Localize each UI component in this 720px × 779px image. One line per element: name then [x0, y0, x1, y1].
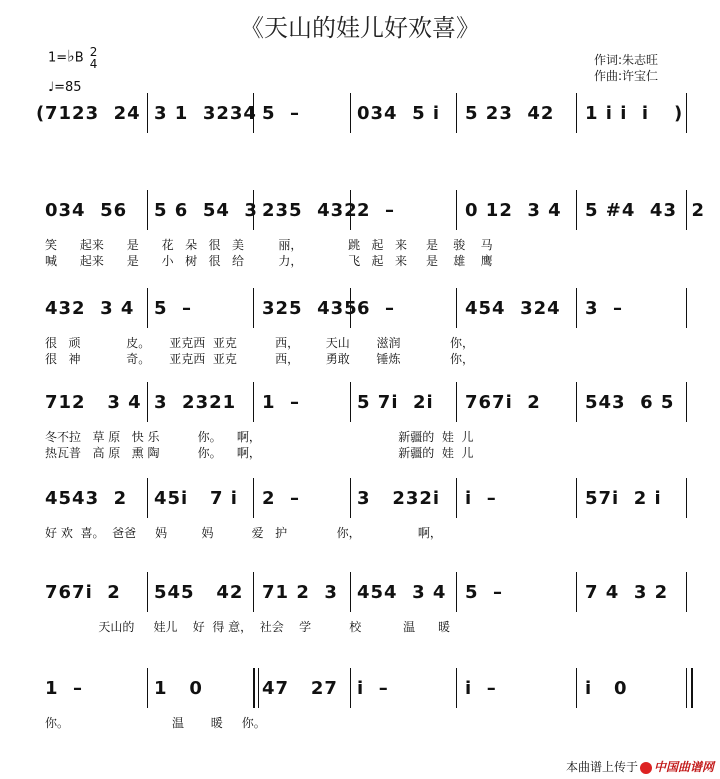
measure: 545 42: [154, 582, 244, 603]
score-system: [0, 582, 720, 662]
measure: 7 4 3 2: [585, 582, 669, 603]
lyrics-verse-1: 很 顽 皮。 亚克西 亚克 西， 天山 滋润 你，: [45, 336, 475, 350]
bar-line: [350, 93, 351, 133]
footer: 本曲谱上传于 中国曲谱网: [565, 760, 714, 774]
score-system: [0, 103, 720, 183]
measure: 5 #4 43 2: [585, 200, 706, 221]
measure: 5 23 42: [465, 103, 555, 124]
measure: 4543 2: [45, 488, 128, 509]
score-system: [0, 392, 720, 472]
measure: 3 –: [585, 298, 624, 319]
measure: 5 6 54 3: [154, 200, 258, 221]
page-title: 《天山的娃儿好欢喜》: [240, 14, 480, 42]
bar-line: [350, 382, 351, 422]
bar-line: [686, 668, 693, 708]
measure: 325 435: [262, 298, 358, 319]
bar-line: [576, 478, 577, 518]
measure: 034 5 i: [357, 103, 441, 124]
bar-line: [147, 93, 148, 133]
bar-line: [456, 668, 457, 708]
bar-line: [253, 668, 259, 708]
score-system: [0, 488, 720, 568]
measure: 543 6 5: [585, 392, 675, 413]
bar-line: [686, 572, 687, 612]
bar-line: [147, 478, 148, 518]
lyrics-verse-2: 很 神 奇。 亚克西 亚克 西， 勇敢 锤炼 你，: [45, 352, 475, 366]
bar-line: [147, 288, 148, 328]
score-system: [0, 678, 720, 758]
flat-icon: ♭: [67, 46, 75, 66]
measure: 1 –: [262, 392, 301, 413]
time-signature: 2 4: [89, 45, 98, 71]
bar-line: [576, 190, 577, 230]
bar-line: [350, 478, 351, 518]
measure: 3 1 3234: [154, 103, 257, 124]
site-brand: 中国曲谱网: [653, 760, 714, 774]
bar-line: [350, 288, 351, 328]
repeat-close-paren: ): [674, 103, 683, 124]
measure: i –: [357, 678, 389, 699]
bar-line: [576, 572, 577, 612]
measure: i –: [465, 678, 497, 699]
bar-line: [576, 288, 577, 328]
measure: 3 2321: [154, 392, 237, 413]
measure: 432 3 4: [45, 298, 135, 319]
measure: 767i 2: [465, 392, 541, 413]
lyrics-verse-2: 喊 起来 是 小 树 很 给 力， 飞 起 来 是 雄 鹰: [45, 254, 493, 268]
bar-line: [456, 572, 457, 612]
bar-line: [350, 572, 351, 612]
measure: 5 –: [465, 582, 504, 603]
measure: 5 –: [154, 298, 193, 319]
lyrics-verse-1: 冬不拉 草 原 快 乐 你。 啊， 新疆的 娃 儿: [45, 430, 474, 444]
bar-line: [456, 288, 457, 328]
lyricist: 作词:朱志旺: [594, 53, 659, 67]
bar-line: [253, 572, 254, 612]
measure: 1 –: [45, 678, 84, 699]
bar-line: [147, 668, 148, 708]
measure: 712 3 4: [45, 392, 142, 413]
site-logo-icon: [640, 762, 652, 774]
measure: 034 56: [45, 200, 128, 221]
bar-line: [147, 572, 148, 612]
lyrics-verse-1: 好 欢 喜。 爸爸 妈 妈 爱 护 你， 啊，: [45, 526, 442, 540]
measure: 45i 7 i: [154, 488, 238, 509]
measure: i 0: [585, 678, 628, 699]
lyrics-verse-1: 你。 温 暖 你。: [45, 716, 266, 730]
lyrics-verse-2: 热瓦普 高 原 熏 陶 你。 啊， 新疆的 娃 儿: [45, 446, 474, 460]
bar-line: [147, 382, 148, 422]
measure: 71 2 3: [262, 582, 338, 603]
bar-line: [350, 190, 351, 230]
bar-line: [253, 190, 254, 230]
bar-line: [350, 668, 351, 708]
bar-line: [576, 93, 577, 133]
measure: 454 3 4: [357, 582, 447, 603]
bar-line: [686, 382, 687, 422]
bar-line: [253, 382, 254, 422]
measure: 0 12 3 4: [465, 200, 562, 221]
bar-line: [456, 478, 457, 518]
bar-line: [253, 478, 254, 518]
bar-line: [253, 288, 254, 328]
measure: 57i 2 i: [585, 488, 662, 509]
bar-line: [456, 93, 457, 133]
composer: 作曲:许宝仁: [594, 69, 659, 83]
bar-line: [456, 190, 457, 230]
key-signature: 1=♭B 2 4: [48, 45, 98, 71]
score-system: [0, 298, 720, 378]
lyrics-verse-1: 天山的 娃儿 好 得 意， 社会 学 校 温 暖: [45, 620, 451, 634]
bar-line: [576, 382, 577, 422]
lyrics-verse-1: 笑 起来 是 花 朵 很 美 丽， 跳 起 来 是 骏 马: [45, 238, 493, 252]
measure: 5 7i 2i: [357, 392, 434, 413]
measure: 767i 2: [45, 582, 121, 603]
bar-line: [686, 93, 687, 133]
measure: 7123 24: [45, 103, 141, 124]
measure: 2 –: [262, 488, 301, 509]
measure: 1 i i i: [585, 103, 650, 124]
bar-line: [147, 190, 148, 230]
bar-line: [576, 668, 577, 708]
measure: 2 –: [357, 200, 396, 221]
bar-line: [686, 288, 687, 328]
bar-line: [456, 382, 457, 422]
measure: 3 232i: [357, 488, 441, 509]
measure: 454 324: [465, 298, 561, 319]
measure: 5 –: [262, 103, 301, 124]
measure: 1 0: [154, 678, 203, 699]
tempo-marking: ♩=85: [48, 80, 82, 95]
repeat-open-paren: (: [36, 103, 45, 124]
measure: i –: [465, 488, 497, 509]
bar-line: [686, 478, 687, 518]
measure: 235 432: [262, 200, 358, 221]
score-system: [0, 200, 720, 280]
credits: [594, 52, 658, 84]
measure: 47 27: [262, 678, 338, 699]
bar-line: [686, 190, 687, 230]
bar-line: [253, 93, 254, 133]
measure: 6 –: [357, 298, 396, 319]
